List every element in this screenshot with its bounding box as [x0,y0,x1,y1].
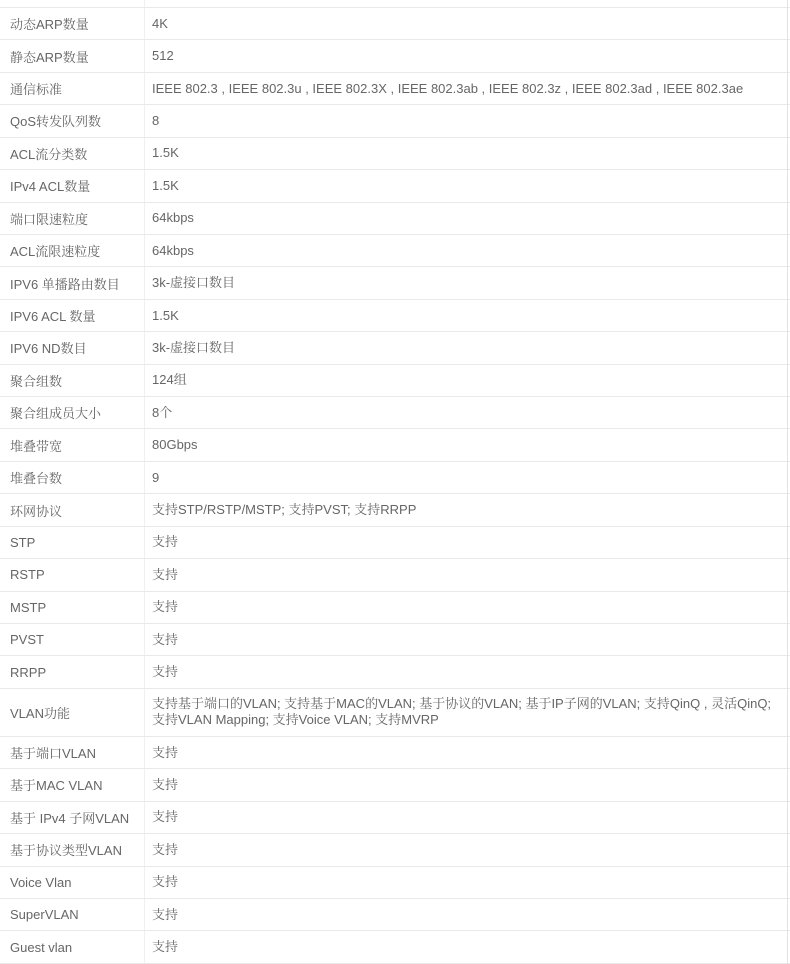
spec-label: Guest vlan [0,931,145,962]
table-row [0,73,790,105]
spec-label: Voice Vlan [0,867,145,898]
table-rows-container [0,8,790,964]
spec-value: 8个 [152,404,173,420]
spec-value: 1.5K [152,177,179,193]
spec-value: 支持 [152,664,179,680]
spec-value: 支持 [152,744,179,760]
table-row [0,462,790,494]
spec-label: PVST [0,624,145,655]
table-row [0,300,790,332]
table-row [0,365,790,397]
spec-label: 堆叠台数 [0,462,145,493]
spec-label: IPV6 单播路由数目 [0,267,145,298]
table-row [0,105,790,137]
table-row [0,332,790,364]
spec-label: ACL流分类数 [0,138,145,169]
spec-label: ACL流限速粒度 [0,235,145,266]
spec-label: IPV6 ACL 数量 [0,300,145,331]
spec-value: 1.5K [152,307,179,323]
table-right-edge-divider [787,0,788,964]
spec-value: 512 [152,48,174,64]
spec-value: 支持 [152,566,179,582]
table-row [0,931,790,963]
table-row [0,656,790,688]
table-row [0,527,790,559]
spec-label: IPV6 ND数目 [0,332,145,363]
table-row [0,397,790,429]
spec-value: 支持 [152,599,179,615]
table-row [0,170,790,202]
spec-value: 1.5K [152,145,179,161]
spec-label: 基于端口VLAN [0,737,145,768]
table-row [0,867,790,899]
spec-label: 堆叠带宽 [0,429,145,460]
spec-label: VLAN功能 [0,689,145,736]
table-row [0,769,790,801]
spec-value: 支持 [152,631,179,647]
spec-value: 支持 [152,874,179,890]
spec-label: 环网协议 [0,494,145,525]
spec-value: 支持STP/RSTP/MSTP; 支持PVST; 支持RRPP [152,502,417,518]
spec-label: 基于MAC VLAN [0,769,145,800]
spec-value: 支持 [152,939,179,955]
table-row [0,624,790,656]
table-row [0,899,790,931]
spec-value: 支持 [152,906,179,922]
table-row [0,689,790,737]
spec-value: 8 [152,112,160,128]
spec-label: 动态ARP数量 [0,8,145,39]
spec-value: 80Gbps [152,437,198,453]
spec-value: 支持基于端口的VLAN; 支持基于MAC的VLAN; 基于协议的VLAN; 基于IP子网的VLAN; 支持QinQ , 灵活QinQ; 支持VLAN Mapping; 支持Voice VLAN; 支持MVRP [152,696,772,728]
table-row [0,494,790,526]
table-row [0,834,790,866]
spec-value: 4K [152,15,168,31]
spec-value: 支持 [152,776,179,792]
spec-label: MSTP [0,592,145,623]
spec-label [0,0,145,7]
spec-value: 支持 [152,534,179,550]
spec-value: IEEE 802.3 , IEEE 802.3u , IEEE 802.3X , IEEE 802.3ab , IEEE 802.3z , IEEE 802.3ad , IEEE 802.3ae [152,80,744,96]
spec-value: 3k-虚接口数目 [152,275,236,291]
spec-label: SuperVLAN [0,899,145,930]
spec-value: 9 [152,469,160,485]
table-row [0,8,790,40]
spec-value: 支持 [152,841,179,857]
spec-value: 124组 [152,372,187,388]
table-row [0,592,790,624]
table-row-partial [0,0,790,8]
table-row [0,40,790,72]
spec-label: 聚合组成员大小 [0,397,145,428]
spec-label: QoS转发队列数 [0,105,145,136]
spec-label: 基于 IPv4 子网VLAN [0,802,145,833]
spec-value: 64kbps [152,242,194,258]
table-row [0,138,790,170]
table-row [0,737,790,769]
spec-label: RSTP [0,559,145,590]
spec-label: RRPP [0,656,145,687]
spec-value: 支持 [152,809,179,825]
spec-value: 3k-虚接口数目 [152,339,236,355]
table-row [0,559,790,591]
table-row [0,203,790,235]
spec-label: 聚合组数 [0,365,145,396]
spec-value: 64kbps [152,210,194,226]
table-row [0,235,790,267]
spec-label: IPv4 ACL数量 [0,170,145,201]
table-row [0,802,790,834]
table-row [0,267,790,299]
spec-label: 端口限速粒度 [0,203,145,234]
spec-label: 静态ARP数量 [0,40,145,71]
spec-label: 基于协议类型VLAN [0,834,145,865]
spec-label: STP [0,527,145,558]
table-row [0,429,790,461]
spec-label: 通信标准 [0,73,145,104]
